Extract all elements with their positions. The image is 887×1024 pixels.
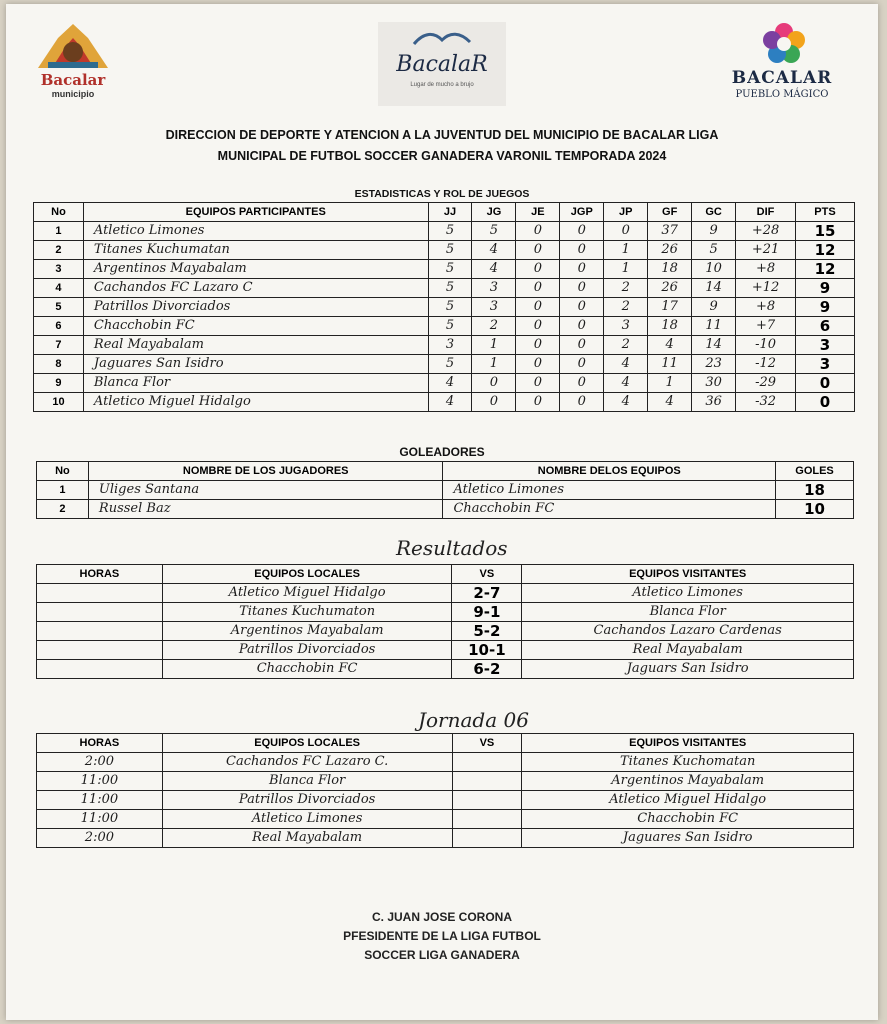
standings-cell: Cachandos FC Lazaro C <box>83 279 428 298</box>
schedule-cell: 2:00 <box>37 829 163 848</box>
standings-cell: 5 <box>428 241 472 260</box>
scorers-cell: 1 <box>37 481 89 500</box>
standings-cell: 14 <box>692 336 736 355</box>
scorers-cell: 2 <box>37 500 89 519</box>
standings-header-cell: EQUIPOS PARTICIPANTES <box>83 203 428 222</box>
standings-cell: 1 <box>648 374 692 393</box>
standings-cell: +7 <box>736 317 796 336</box>
standings-cell: 6 <box>796 317 855 336</box>
standings-cell: 14 <box>692 279 736 298</box>
results-title: Resultados <box>396 536 508 560</box>
schedule-cell: 11:00 <box>37 772 163 791</box>
bacalar-center-logo <box>378 22 506 106</box>
results-cell: Argentinos Mayabalam <box>162 622 452 641</box>
schedule-cell: Atletico Limones <box>162 810 452 829</box>
standings-cell: 3 <box>796 355 855 374</box>
standings-cell: 37 <box>648 222 692 241</box>
standings-header-cell: JGP <box>560 203 604 222</box>
schedule-cell: Patrillos Divorciados <box>162 791 452 810</box>
schedule-cell: Argentinos Mayabalam <box>522 772 854 791</box>
standings-cell: 0 <box>560 355 604 374</box>
standings-cell: 0 <box>560 241 604 260</box>
standings-cell: 4 <box>648 393 692 412</box>
standings-cell: 4 <box>472 260 516 279</box>
standings-header-cell: GF <box>648 203 692 222</box>
standings-cell: 5 <box>428 317 472 336</box>
standings-cell: 1 <box>34 222 84 241</box>
standings-cell: 6 <box>34 317 84 336</box>
schedule-cell: Blanca Flor <box>162 772 452 791</box>
standings-row <box>34 374 855 393</box>
standings-row <box>34 298 855 317</box>
standings-cell: 4 <box>428 374 472 393</box>
standings-cell: 0 <box>560 298 604 317</box>
schedule-row <box>37 810 854 829</box>
results-header-cell: VS <box>452 565 522 584</box>
schedule-cell: Titanes Kuchomatan <box>522 753 854 772</box>
standings-cell: 0 <box>516 260 560 279</box>
standings-cell: 36 <box>692 393 736 412</box>
standings-cell: 0 <box>516 317 560 336</box>
signatory-block <box>6 908 878 965</box>
standings-cell: +8 <box>736 260 796 279</box>
schedule-title: Jornada 06 <box>418 708 529 732</box>
standings-cell: 0 <box>516 241 560 260</box>
scorers-cell: Chacchobin FC <box>443 500 776 519</box>
standings-cell: 18 <box>648 317 692 336</box>
standings-cell: -32 <box>736 393 796 412</box>
standings-cell: 2 <box>472 317 516 336</box>
standings-cell: 9 <box>34 374 84 393</box>
standings-header-cell: DIF <box>736 203 796 222</box>
schedule-cell <box>452 753 522 772</box>
document-sheet <box>6 4 878 1020</box>
scorers-header-cell: NOMBRE DELOS EQUIPOS <box>443 462 776 481</box>
results-row <box>37 641 854 660</box>
results-cell: 9-1 <box>452 603 522 622</box>
standings-row <box>34 279 855 298</box>
standings-cell: -10 <box>736 336 796 355</box>
standings-title: ESTADISTICAS Y ROL DE JUEGOS <box>354 188 530 200</box>
results-cell: Atletico Miguel Hidalgo <box>162 584 452 603</box>
standings-cell: 0 <box>472 393 516 412</box>
standings-cell: 0 <box>560 374 604 393</box>
standings-cell: Patrillos Divorciados <box>83 298 428 317</box>
standings-cell: Chacchobin FC <box>83 317 428 336</box>
standings-cell: 0 <box>516 279 560 298</box>
header-line-2: MUNICIPAL DE FUTBOL SOCCER GANADERA VARONIL TEMPORADA 2024 <box>217 149 667 163</box>
results-cell: Chacchobin FC <box>162 660 452 679</box>
scorers-row <box>37 500 854 519</box>
schedule-cell: Jaguares San Isidro <box>522 829 854 848</box>
results-row <box>37 584 854 603</box>
schedule-row <box>37 753 854 772</box>
standings-cell: 4 <box>604 355 648 374</box>
scorers-header-cell: No <box>37 462 89 481</box>
scorers-table <box>36 461 854 519</box>
standings-cell: 0 <box>560 336 604 355</box>
scorers-header-cell: NOMBRE DE LOS JUGADORES <box>88 462 443 481</box>
schedule-cell <box>452 791 522 810</box>
signatory-league: SOCCER LIGA GANADERA <box>364 948 520 962</box>
standings-cell: 1 <box>472 336 516 355</box>
standings-cell: +8 <box>736 298 796 317</box>
standings-cell: 0 <box>604 222 648 241</box>
standings-cell: 11 <box>648 355 692 374</box>
standings-cell: 5 <box>428 355 472 374</box>
standings-cell: 4 <box>472 241 516 260</box>
standings-cell: 5 <box>34 298 84 317</box>
scorers-cell: Russel Baz <box>88 500 443 519</box>
schedule-header-cell: HORAS <box>37 734 163 753</box>
standings-header-cell: JJ <box>428 203 472 222</box>
standings-cell: 12 <box>796 241 855 260</box>
scorers-cell: Uliges Santana <box>88 481 443 500</box>
scorers-cell: 10 <box>776 500 854 519</box>
flower-icon <box>758 22 810 66</box>
standings-row <box>34 317 855 336</box>
results-cell: Jaguars San Isidro <box>522 660 854 679</box>
standings-cell: 18 <box>648 260 692 279</box>
schedule-cell: Chacchobin FC <box>522 810 854 829</box>
standings-cell: Argentinos Mayabalam <box>83 260 428 279</box>
results-cell: Atletico Limones <box>522 584 854 603</box>
standings-cell: 5 <box>428 260 472 279</box>
standings-table <box>33 202 855 412</box>
schedule-cell: 11:00 <box>37 791 163 810</box>
signatory-name: C. JUAN JOSE CORONA <box>371 910 513 924</box>
results-cell: 6-2 <box>452 660 522 679</box>
schedule-cell <box>452 772 522 791</box>
standings-cell: 10 <box>692 260 736 279</box>
results-row <box>37 660 854 679</box>
standings-cell: 26 <box>648 241 692 260</box>
schedule-header-cell: EQUIPOS LOCALES <box>162 734 452 753</box>
schedule-row <box>37 829 854 848</box>
standings-row <box>34 336 855 355</box>
scorers-row <box>37 481 854 500</box>
standings-cell: 1 <box>604 260 648 279</box>
results-header-cell: HORAS <box>37 565 163 584</box>
standings-cell: 3 <box>472 279 516 298</box>
standings-cell: -29 <box>736 374 796 393</box>
standings-cell: 0 <box>796 374 855 393</box>
results-cell: 10-1 <box>452 641 522 660</box>
standings-cell: 9 <box>796 279 855 298</box>
standings-cell: 0 <box>472 374 516 393</box>
standings-row <box>34 222 855 241</box>
standings-cell: 4 <box>648 336 692 355</box>
standings-cell: 0 <box>560 317 604 336</box>
standings-row <box>34 393 855 412</box>
standings-cell: +12 <box>736 279 796 298</box>
standings-cell: 7 <box>34 336 84 355</box>
standings-cell: 0 <box>516 374 560 393</box>
standings-cell: 26 <box>648 279 692 298</box>
standings-cell: 3 <box>604 317 648 336</box>
standings-cell: 10 <box>34 393 84 412</box>
signatory-title: PFESIDENTE DE LA LIGA FUTBOL <box>343 929 541 943</box>
standings-cell: 0 <box>516 355 560 374</box>
standings-row <box>34 355 855 374</box>
schedule-cell: Cachandos FC Lazaro C. <box>162 753 452 772</box>
scorers-cell: 18 <box>776 481 854 500</box>
municipio-logo-icon <box>28 18 118 70</box>
standings-cell: 1 <box>472 355 516 374</box>
scorers-header-cell: GOLES <box>776 462 854 481</box>
standings-row <box>34 241 855 260</box>
schedule-cell: Atletico Miguel Hidalgo <box>522 791 854 810</box>
standings-cell: 9 <box>796 298 855 317</box>
results-cell: Cachandos Lazaro Cardenas <box>522 622 854 641</box>
standings-cell: 0 <box>796 393 855 412</box>
standings-cell: 4 <box>604 374 648 393</box>
standings-cell: 0 <box>516 298 560 317</box>
results-cell <box>37 603 163 622</box>
scorers-title: GOLEADORES <box>399 445 485 459</box>
standings-header-cell: JG <box>472 203 516 222</box>
standings-cell: 9 <box>692 222 736 241</box>
standings-cell: 4 <box>34 279 84 298</box>
header-line-1: DIRECCION DE DEPORTE Y ATENCION A LA JUVENTUD DEL MUNICIPIO DE BACALAR LIGA <box>165 128 719 142</box>
standings-cell: 23 <box>692 355 736 374</box>
standings-cell: 3 <box>796 336 855 355</box>
results-header-cell: EQUIPOS VISITANTES <box>522 565 854 584</box>
schedule-cell <box>452 810 522 829</box>
schedule-table <box>36 733 854 848</box>
center-logo-name: BacalaR <box>396 52 488 77</box>
results-row <box>37 622 854 641</box>
standings-cell: 0 <box>560 260 604 279</box>
standings-cell: 4 <box>604 393 648 412</box>
results-cell: Blanca Flor <box>522 603 854 622</box>
results-cell <box>37 584 163 603</box>
standings-cell: +28 <box>736 222 796 241</box>
standings-cell: 5 <box>428 279 472 298</box>
standings-cell: Atletico Limones <box>83 222 428 241</box>
municipio-logo <box>28 18 118 98</box>
standings-cell: 9 <box>692 298 736 317</box>
standings-cell: 12 <box>796 260 855 279</box>
standings-cell: 0 <box>560 279 604 298</box>
standings-cell: 11 <box>692 317 736 336</box>
schedule-header-cell: VS <box>452 734 522 753</box>
standings-cell: 15 <box>796 222 855 241</box>
standings-cell: 3 <box>34 260 84 279</box>
center-logo-tagline: Lugar de mucho a brujo <box>410 82 474 88</box>
standings-cell: 4 <box>428 393 472 412</box>
standings-cell: 2 <box>34 241 84 260</box>
results-cell <box>37 641 163 660</box>
municipio-logo-name: Bacalar <box>40 71 106 89</box>
schedule-row <box>37 791 854 810</box>
standings-cell: 30 <box>692 374 736 393</box>
standings-cell: +21 <box>736 241 796 260</box>
standings-cell: 0 <box>516 393 560 412</box>
standings-cell: -12 <box>736 355 796 374</box>
standings-cell: Titanes Kuchumatan <box>83 241 428 260</box>
scorers-cell: Atletico Limones <box>443 481 776 500</box>
schedule-cell: 11:00 <box>37 810 163 829</box>
standings-header-cell: PTS <box>796 203 855 222</box>
standings-header-cell: JP <box>604 203 648 222</box>
standings-cell: 2 <box>604 298 648 317</box>
schedule-cell: 2:00 <box>37 753 163 772</box>
standings-cell: 2 <box>604 279 648 298</box>
schedule-cell <box>452 829 522 848</box>
results-cell: Patrillos Divorciados <box>162 641 452 660</box>
standings-header-cell: No <box>34 203 84 222</box>
standings-row <box>34 260 855 279</box>
standings-cell: 5 <box>692 241 736 260</box>
standings-cell: 0 <box>516 222 560 241</box>
standings-cell: 2 <box>604 336 648 355</box>
standings-cell: 3 <box>472 298 516 317</box>
standings-cell: 5 <box>428 222 472 241</box>
results-table <box>36 564 854 679</box>
standings-header-cell: GC <box>692 203 736 222</box>
standings-cell: 3 <box>428 336 472 355</box>
pueblo-magico-logo <box>722 22 842 106</box>
right-logo-name: BACALAR <box>731 68 833 88</box>
schedule-cell: Real Mayabalam <box>162 829 452 848</box>
standings-cell: Blanca Flor <box>83 374 428 393</box>
standings-cell: 5 <box>428 298 472 317</box>
schedule-header-cell: EQUIPOS VISITANTES <box>522 734 854 753</box>
municipio-logo-sub: municipio <box>51 89 95 99</box>
results-cell <box>37 622 163 641</box>
standings-cell: 17 <box>648 298 692 317</box>
standings-cell: Jaguares San Isidro <box>83 355 428 374</box>
standings-cell: Real Mayabalam <box>83 336 428 355</box>
standings-cell: 0 <box>560 222 604 241</box>
schedule-row <box>37 772 854 791</box>
standings-header-cell: JE <box>516 203 560 222</box>
wave-icon <box>412 30 472 48</box>
results-header-cell: EQUIPOS LOCALES <box>162 565 452 584</box>
results-cell: 5-2 <box>452 622 522 641</box>
standings-cell: Atletico Miguel Hidalgo <box>83 393 428 412</box>
results-cell <box>37 660 163 679</box>
results-cell: 2-7 <box>452 584 522 603</box>
standings-cell: 0 <box>516 336 560 355</box>
results-cell: Titanes Kuchumaton <box>162 603 452 622</box>
results-cell: Real Mayabalam <box>522 641 854 660</box>
standings-cell: 8 <box>34 355 84 374</box>
standings-cell: 0 <box>560 393 604 412</box>
standings-cell: 1 <box>604 241 648 260</box>
results-row <box>37 603 854 622</box>
standings-cell: 5 <box>472 222 516 241</box>
right-logo-sub: PUEBLO MÁGICO <box>735 89 829 100</box>
